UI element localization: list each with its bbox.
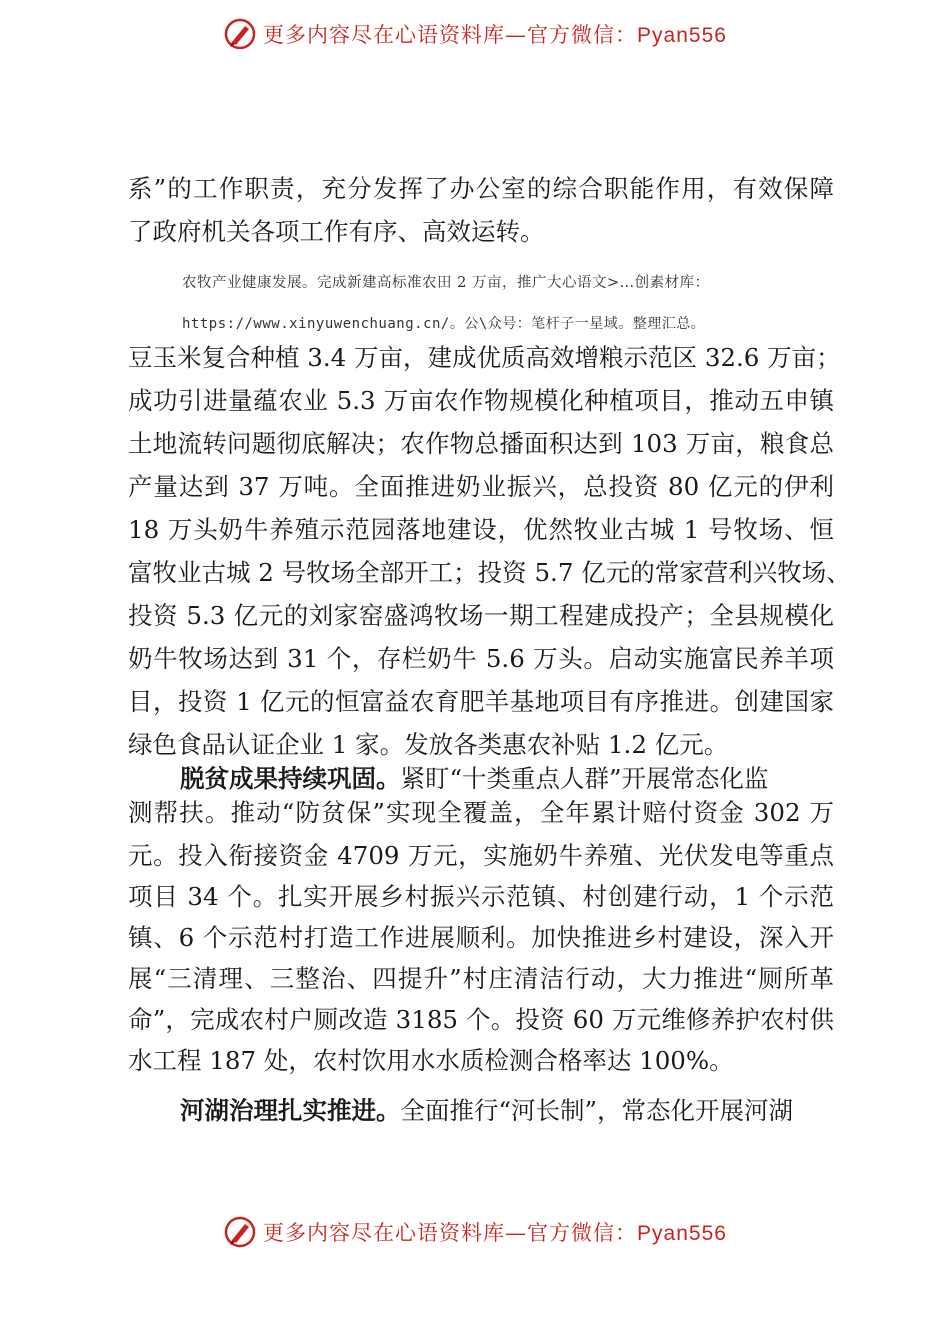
paragraph-first-line <box>180 762 834 796</box>
paragraph-first-line <box>180 1094 834 1128</box>
body-line: 成功引进量蕴农业 5.3 万亩农作物规模化种植项目，推动五申镇 <box>128 386 834 415</box>
body-line: 投资 5.3 亿元的刘家窑盛鸿牧场一期工程建成投产；全县规模化 <box>128 601 834 630</box>
section-heading-river: 河湖治理扎实推进。 <box>180 1098 401 1125</box>
header-banner <box>0 14 950 54</box>
body-line: 测帮扶。推动“防贫保”实现全覆盖，全年累计赔付资金 302 万 <box>128 798 834 827</box>
body-line: 展“三清理、三整治、四提升”村庄清洁行动，大力推进“厕所革 <box>128 964 834 993</box>
body-line: 土地流转问题彻底解决；农作物总播面积达到 103 万亩，粮食总 <box>128 429 834 458</box>
body-line: 富牧业古城 2 号牧场全部开工；投资 5.7 亿元的常家营利兴牧场、 <box>128 558 851 587</box>
inserted-note-url: https://www.xinyuwenchuang.cn/。公\众号：笔杆子一星域。整理汇总。 <box>182 316 706 332</box>
pen-logo-icon <box>223 1215 257 1249</box>
body-line: 系”的工作职责，充分发挥了办公室的综合职能作用，有效保障 <box>128 174 834 203</box>
body-line: 豆玉米复合种植 3.4 万亩，建成优质高效增粮示范区 32.6 万亩； <box>128 343 841 372</box>
body-line: 目，投资 1 亿元的恒富益农育肥羊基地项目有序推进。创建国家 <box>128 687 834 716</box>
pen-logo-icon <box>223 17 257 51</box>
body-line: 项目 34 个。扎实开展乡村振兴示范镇、村创建行动，1 个示范 <box>128 882 834 911</box>
body-text: 全面推行“河长制”，常态化开展河湖 <box>400 1096 794 1125</box>
body-line: 元。投入衔接资金 4709 万元，实施奶牛养殖、光伏发电等重点 <box>128 841 834 870</box>
banner-wechat-id: Pyan556 <box>637 24 727 47</box>
body-line: 水工程 187 处，农村饮用水水质检测合格率达 100%。 <box>128 1046 734 1075</box>
body-line: 产量达到 37 万吨。全面推进奶业振兴，总投资 80 亿元的伊利 <box>128 472 834 501</box>
banner-text: 更多内容尽在心语资料库—官方微信： <box>263 23 638 47</box>
body-line: 绿色食品认证企业 1 家。发放各类惠农补贴 1.2 亿元。 <box>128 730 729 759</box>
body-line: 18 万头奶牛养殖示范园落地建设，优然牧业古城 1 号牧场、恒 <box>128 515 834 544</box>
body-line: 奶牛牧场达到 31 个，存栏奶牛 5.6 万头。启动实施富民养羊项 <box>128 644 834 673</box>
inserted-note-line: 农牧产业健康发展。完成新建高标准农田 2 万亩，推广大心语文>…创素材库： <box>182 275 710 291</box>
section-heading-poverty: 脱贫成果持续巩固。 <box>180 766 401 793</box>
banner-wechat-id: Pyan556 <box>637 1222 727 1245</box>
body-line: 命”，完成农村户厕改造 3185 个。投资 60 万元维修养护农村供 <box>128 1005 834 1034</box>
body-line: 了政府机关各项工作有序、高效运转。 <box>128 217 545 246</box>
footer-banner <box>0 1212 950 1252</box>
banner-text: 更多内容尽在心语资料库—官方微信： <box>263 1221 638 1245</box>
body-text: 紧盯“十类重点人群”开展常态化监 <box>400 764 769 793</box>
body-line: 镇、6 个示范村打造工作进展顺利。加快推进乡村建设，深入开 <box>128 923 834 952</box>
